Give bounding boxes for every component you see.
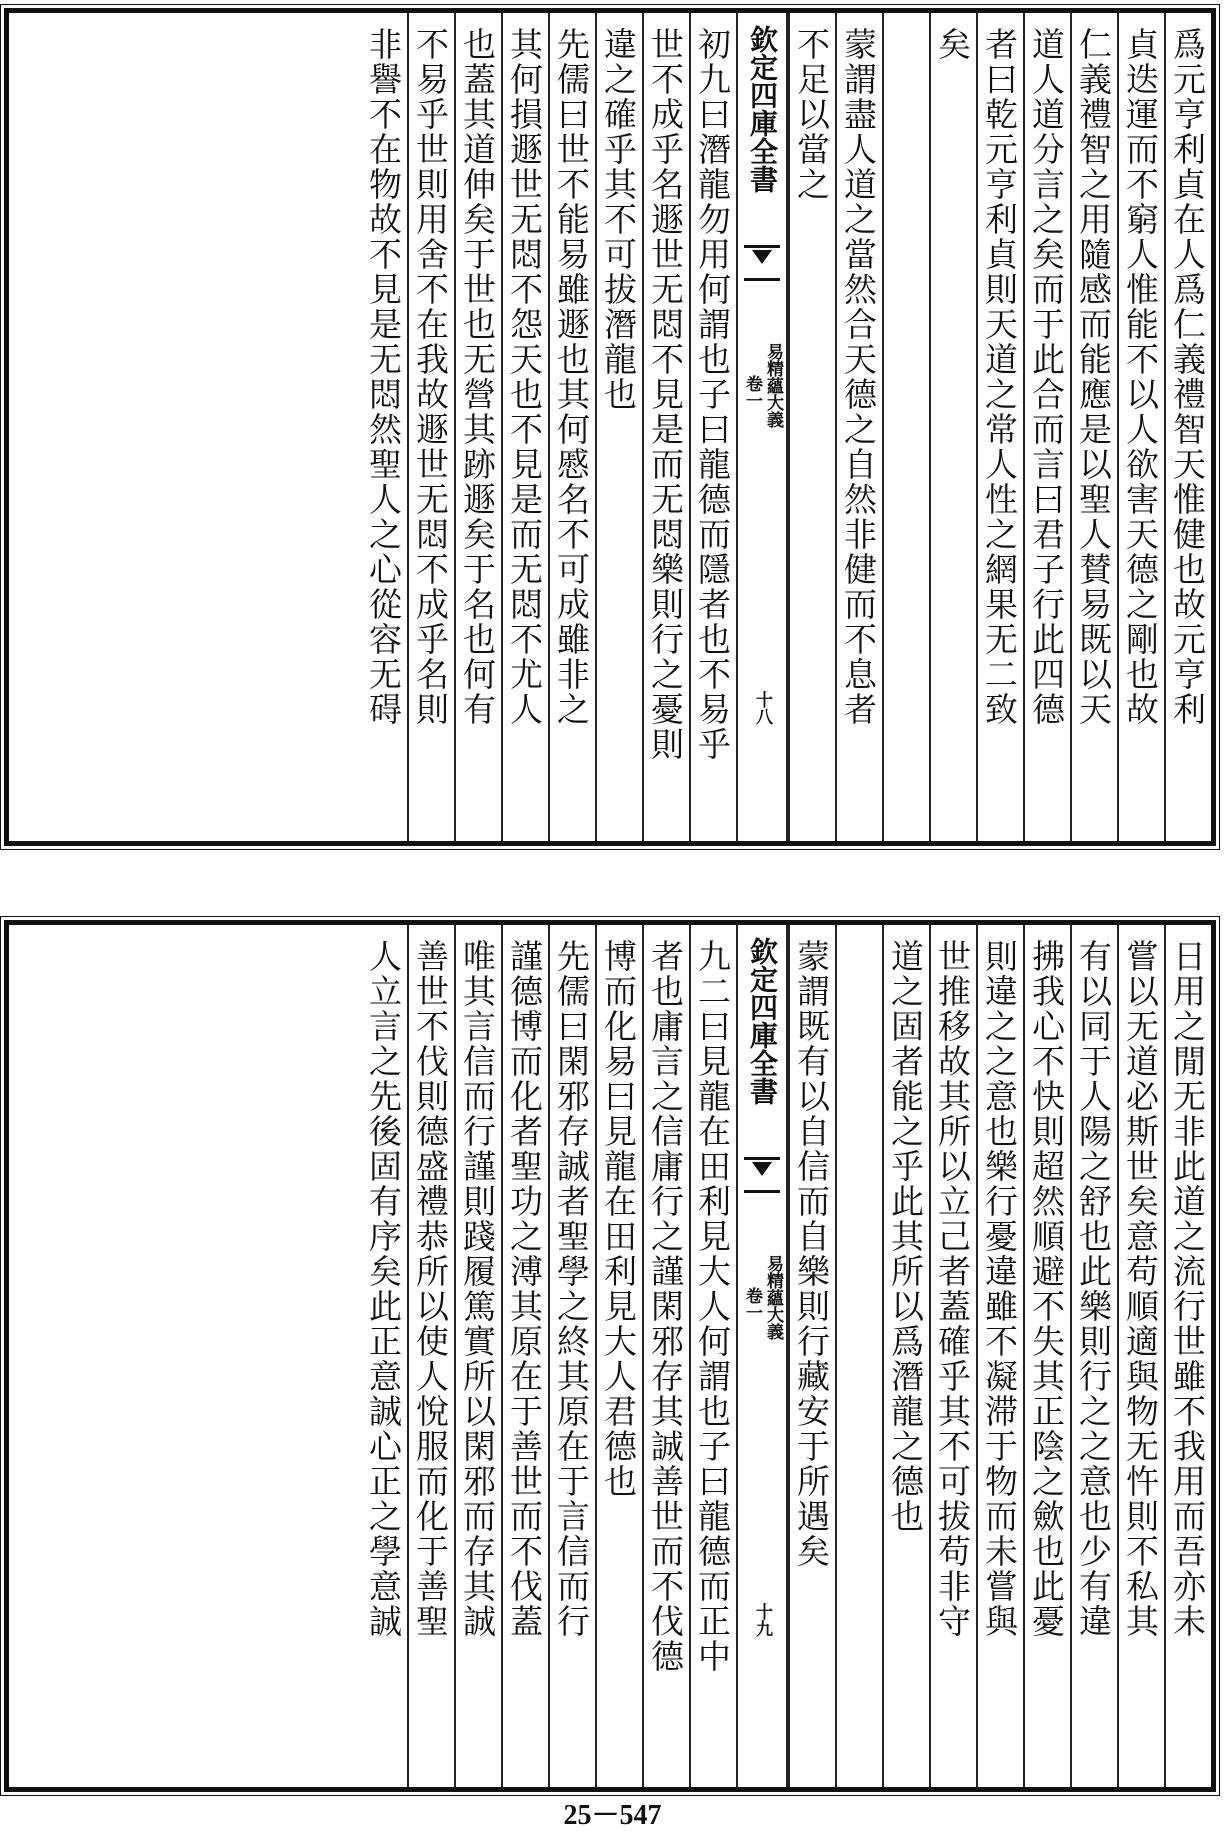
text-column: 不易乎世則用舍不在我故遯世无悶不成乎名則 [407,13,454,841]
fold-title: 欽定四庫全書 [746,937,779,1105]
text-column: 不足以當之 [788,13,835,841]
fold-folio-number: 十八 [752,691,772,725]
center-fold [736,925,788,1787]
text-column: 先儒曰世不能易雖遯也其何慼名不可成雖非之 [548,13,595,841]
text-column [835,925,882,1787]
text-column: 道之固者能之乎此其所以爲潛龍之德也 [882,925,929,1787]
center-fold [736,13,788,841]
text-column: 謹德博而化者聖功之溥其原在于善世而不伐蓋 [501,925,548,1787]
text-column: 拂我心不快則超然順避不失其正陰之歛也此憂 [1023,925,1070,1787]
text-column: 蒙謂盡人道之當然合天德之自然非健而不息者 [835,13,882,841]
text-column: 道人道分言之矣而于此合而言曰君子行此四德 [1023,13,1070,841]
text-column: 則違之之意也樂行憂違雖不凝滞于物而未嘗與 [976,925,1023,1787]
text-column: 九二曰見龍在田利見大人何謂也子曰龍德而正中 [689,925,736,1787]
fold-volume: 卷一 [742,375,762,409]
lower-column-grid [9,925,1211,1787]
text-column: 矣 [929,13,976,841]
text-column: 先儒曰閑邪存誠者聖學之終其原在于言信而行 [548,925,595,1787]
text-column: 貞迭運而不窮人惟能不以人欲害天德之剛也故 [1117,13,1164,841]
text-column: 蒙謂既有以自信而自樂則行藏安于所遇矣 [788,925,835,1787]
fold-folio-number: 十九 [752,1603,772,1637]
text-column: 日用之閒无非此道之流行世雖不我用而吾亦未 [1164,925,1211,1787]
text-column: 善世不伐則德盛禮恭所以使人悅服而化于善聖 [407,925,454,1787]
text-column: 初九曰潛龍勿用何謂也子曰龍德而隱者也不易乎 [689,13,736,841]
text-column: 世推移故其所以立己者蓋確乎其不可拔苟非守 [929,925,976,1787]
fishtail-mark-icon [744,245,780,281]
text-column [882,13,929,841]
text-column: 者也庸言之信庸行之謹閑邪存其誠善世而不伐德 [642,925,689,1787]
text-column: 也蓋其道伸矣于世也无營其跡遯矣于名也何有 [454,13,501,841]
text-column: 人立言之先後固有序矣此正意誠心正之學意誠 [364,939,403,1639]
text-column: 嘗以无道必斯世矣意苟順適與物无忤則不私其 [1117,925,1164,1787]
upper-column-grid [9,13,1211,841]
text-column: 非譽不在物故不見是无悶然聖人之心從容无碍 [364,27,403,727]
text-column: 者曰乾元亨利貞則天道之常人性之網果无二致 [976,13,1023,841]
text-column: 仁義禮智之用隨感而能應是以聖人賛易既以天 [1070,13,1117,841]
fold-book-title: 易精蘊大義 [763,1255,783,1340]
fold-volume: 卷一 [742,1287,762,1321]
text-column: 唯其言信而行謹則踐履篤實所以閑邪而存其誠 [454,925,501,1787]
page-number: 25－547 [563,1800,662,1831]
text-column: 世不成乎名遯世无悶不見是而无悶樂則行之憂則 [642,13,689,841]
text-column: 博而化易曰見龍在田利見大人君德也 [595,925,642,1787]
text-column: 有以同于人陽之舒也此樂則行之之意也少有違 [1070,925,1117,1787]
text-column: 其何損遯世无悶不怨天也不見是而无悶不尤人 [501,13,548,841]
text-column: 違之確乎其不可拔潛龍也 [595,13,642,841]
fold-book-title: 易精蘊大義 [763,343,783,428]
text-column: 爲元亨利貞在人爲仁義禮智天惟健也故元亨利 [1164,13,1211,841]
fold-title: 欽定四庫全書 [746,25,779,193]
fishtail-mark-icon [744,1157,780,1193]
lower-book-page [4,920,1216,1792]
upper-book-page [4,8,1216,846]
